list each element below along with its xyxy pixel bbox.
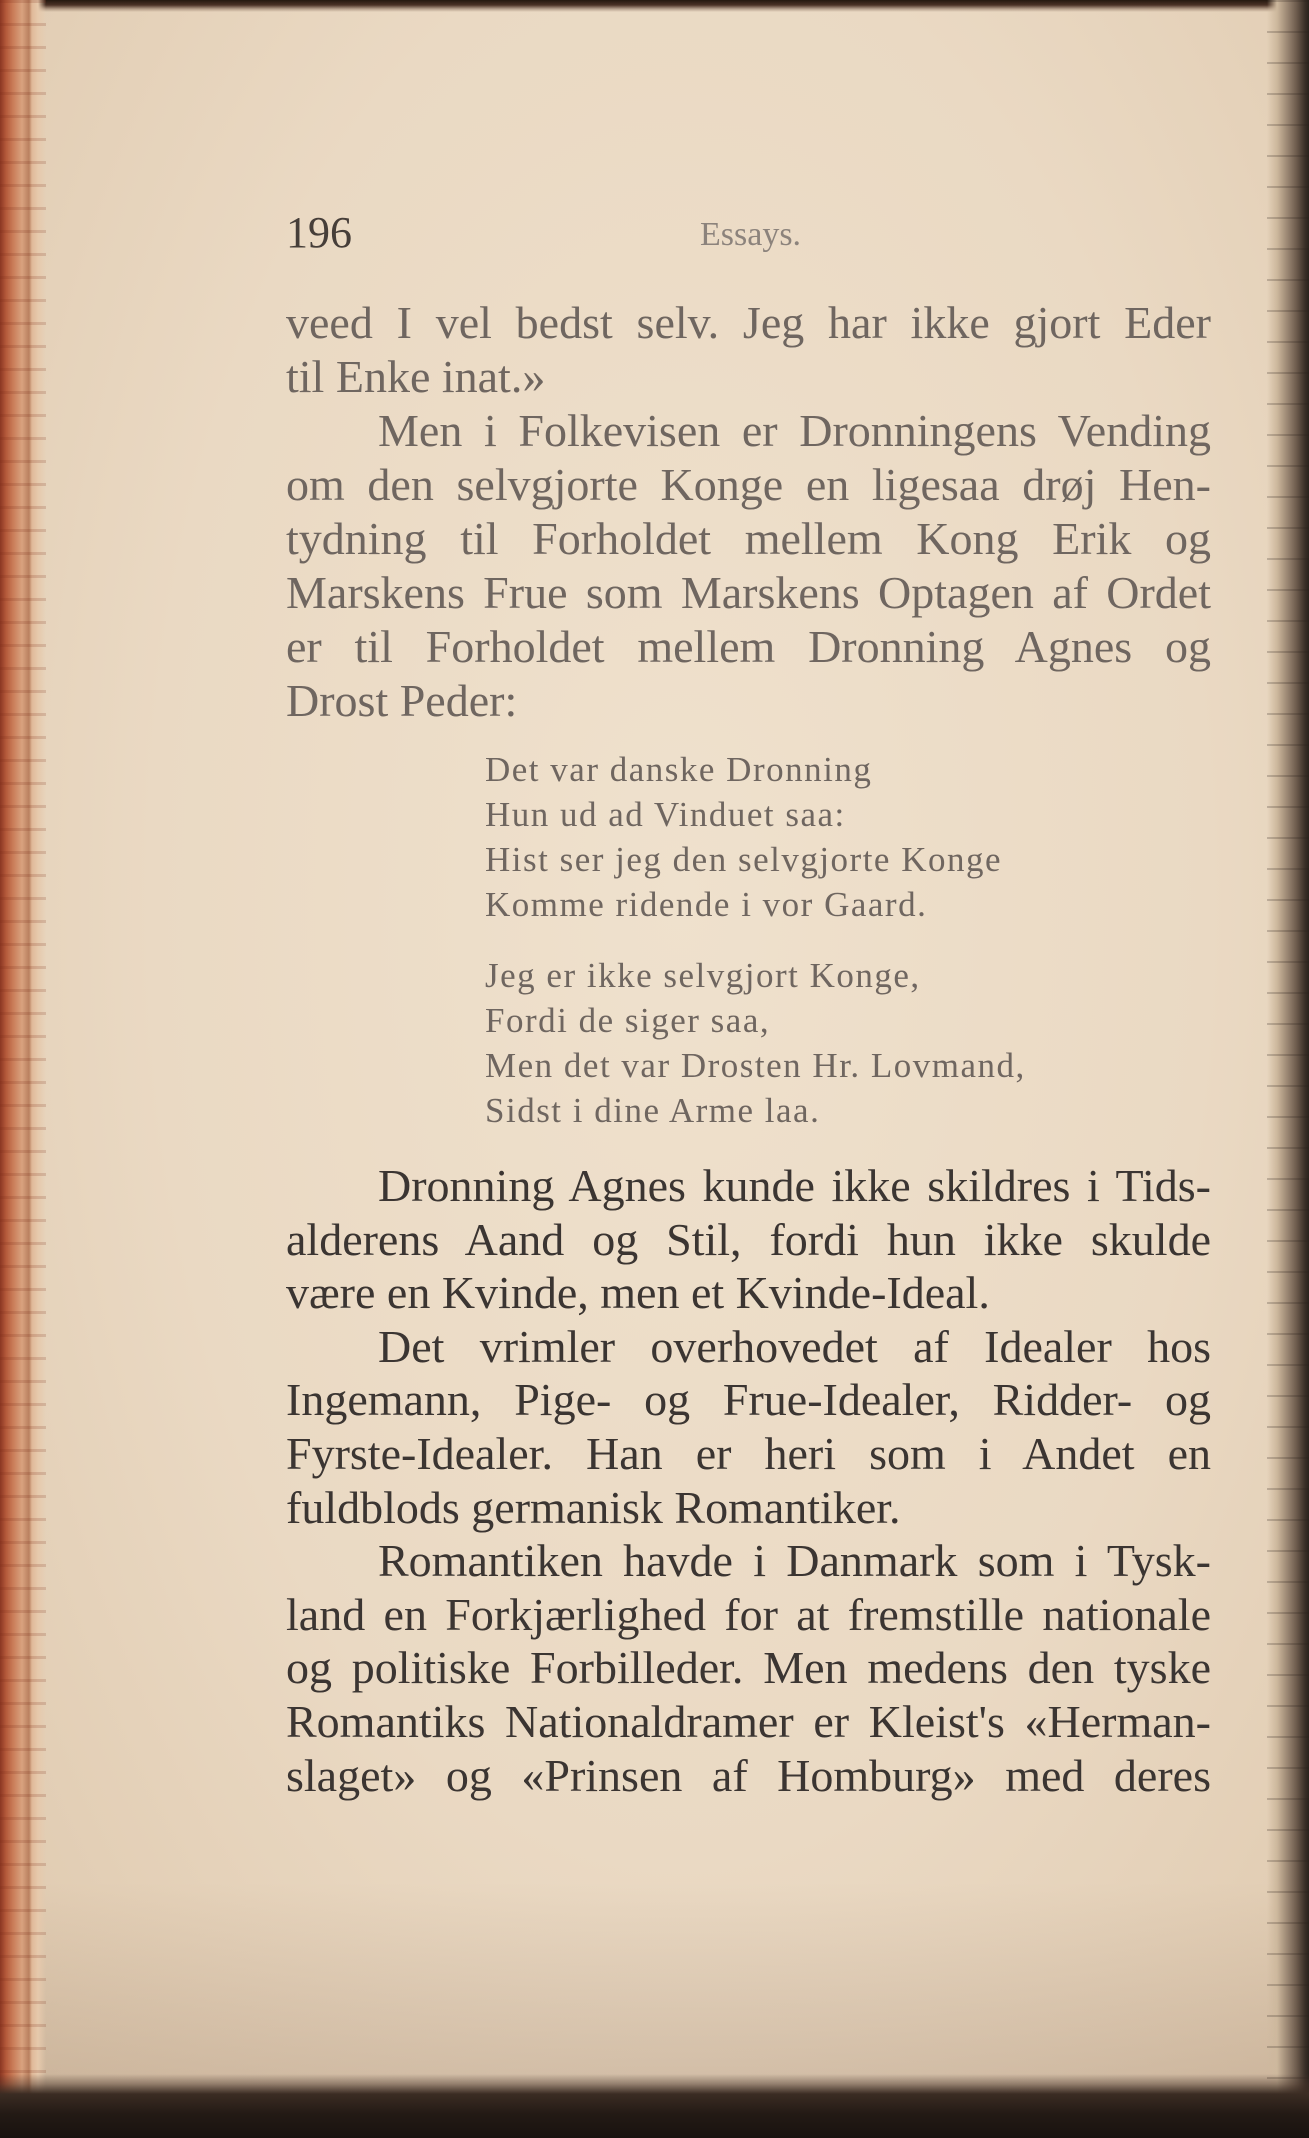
poem-line: Hun ud ad Vinduet saa: bbox=[485, 795, 846, 834]
text-line: Romantiks Nationaldramer er Kleist's «Herman- bbox=[286, 1695, 1211, 1747]
poem-line: Komme ridende i vor Gaard. bbox=[485, 885, 928, 924]
text-line: Romantiken havde i Danmark som i Tysk- bbox=[378, 1535, 1211, 1587]
running-title: Essays. bbox=[700, 216, 802, 253]
poem-stanza bbox=[485, 747, 1185, 927]
poem-line: Jeg er ikke selvgjort Konge, bbox=[485, 956, 921, 995]
text-line: Dronning Agnes kunde ikke skildres i Tids- bbox=[378, 1160, 1211, 1211]
paragraph bbox=[286, 1159, 1211, 1320]
text-line: om den selvgjorte Konge en ligesaa drøj Hen- bbox=[286, 459, 1211, 510]
page-number: 196 bbox=[286, 208, 352, 257]
left-page-edge bbox=[0, 0, 46, 2138]
text-line: Fyrste-Idealer. Han er heri som i Andet en bbox=[286, 1427, 1211, 1479]
top-edge bbox=[0, 0, 1309, 12]
text-line: tydning til Forholdet mellem Kong Erik og bbox=[286, 513, 1211, 564]
text-line: veed I vel bedst selv. Jeg har ikke gjort Eder bbox=[286, 297, 1211, 348]
poem bbox=[485, 747, 1185, 1133]
text-line: Ingemann, Pige- og Frue-Idealer, Ridder- og bbox=[286, 1374, 1211, 1426]
text-line: slaget» og «Prinsen af Homburg» med deres bbox=[286, 1749, 1211, 1801]
text-line: alderens Aand og Stil, fordi hun ikke skulde bbox=[286, 1213, 1211, 1265]
text-line: til Enke inat.» bbox=[286, 351, 546, 402]
text-line: fuldblods germanisk Romantiker. bbox=[286, 1481, 901, 1533]
poem-line: Men det var Drosten Hr. Lovmand, bbox=[485, 1046, 1026, 1085]
text-line: Marskens Frue som Marskens Optagen af Ordet bbox=[286, 567, 1211, 618]
text-line: Men i Folkevisen er Dronningens Vending bbox=[378, 405, 1211, 456]
paragraph bbox=[286, 1534, 1211, 1802]
body-text-bottom bbox=[286, 1159, 1211, 1802]
poem-line: Sidst i dine Arme laa. bbox=[485, 1091, 821, 1130]
text-line: være en Kvinde, men et Kvinde-Ideal. bbox=[286, 1267, 990, 1319]
poem-stanza bbox=[485, 953, 1185, 1133]
running-header bbox=[0, 205, 1309, 261]
body-text-top bbox=[286, 296, 1211, 728]
right-page-edge bbox=[1267, 0, 1309, 2138]
text-line: og politiske Forbilleder. Men medens den tyske bbox=[286, 1642, 1211, 1694]
poem-line: Fordi de siger saa, bbox=[485, 1001, 771, 1040]
paragraph bbox=[286, 296, 1211, 404]
paragraph bbox=[286, 1320, 1211, 1534]
paragraph bbox=[286, 404, 1211, 728]
text-line: er til Forholdet mellem Dronning Agnes og bbox=[286, 621, 1211, 672]
poem-line: Hist ser jeg den selvgjorte Konge bbox=[485, 840, 1003, 879]
text-line: Det vrimler overhovedet af Idealer hos bbox=[378, 1320, 1211, 1372]
bottom-edge bbox=[0, 2074, 1309, 2138]
text-line: land en Forkjærlighed for at fremstille nationale bbox=[286, 1588, 1211, 1640]
poem-line: Det var danske Dronning bbox=[485, 750, 873, 789]
text-line: Drost Peder: bbox=[286, 675, 518, 726]
